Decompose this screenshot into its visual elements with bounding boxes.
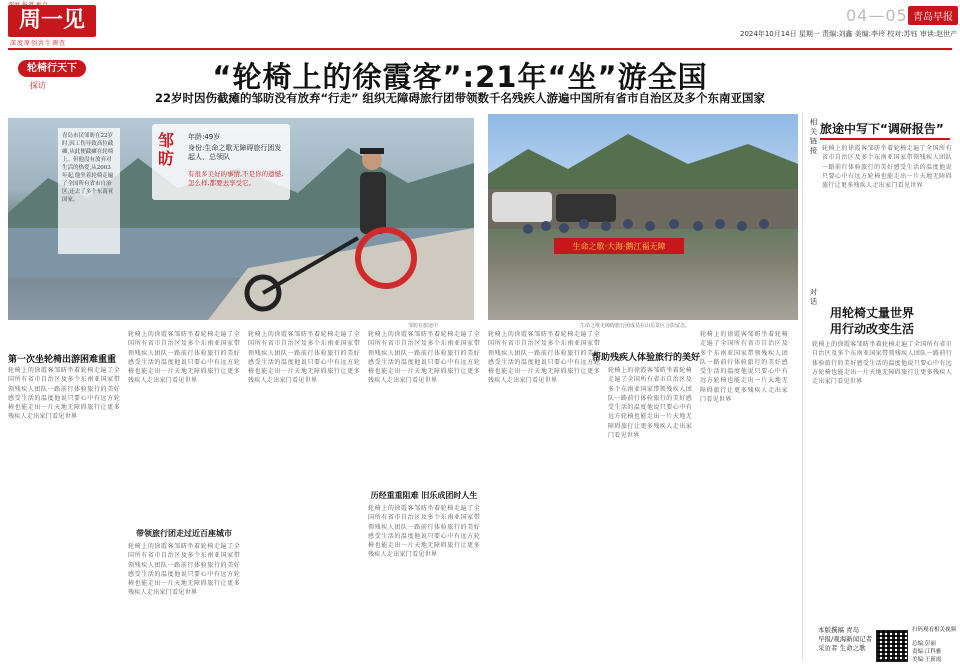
column-subtag: 探访 (30, 81, 46, 90)
photo-group (488, 114, 798, 320)
group-scene (488, 114, 798, 320)
masthead-rule (8, 48, 952, 50)
qr-label: 扫码观看相关视频 (912, 627, 957, 633)
banner-text: 生命之歌·大海·鹅江福无障 (572, 242, 666, 251)
qr-code-icon[interactable] (876, 630, 908, 662)
photo1-caption: 邹昉在旅途中 (408, 323, 439, 329)
subheadline: 22岁时因伤截瘫的邹昉没有放弃“行走” 组织无障碍旅行团带领数千名残疾人游遍中国所有省市自治区及多个东南亚国家 (154, 91, 766, 105)
traveler-figure (360, 148, 386, 234)
section-heading-4: 帮助残疾人体验旅行的美好 (592, 353, 701, 363)
masthead-subtagline: 深度原创共生调查 (10, 40, 67, 47)
photo2-caption: 生命之歌无障碍旅行团成员在山岳景区合影留念。 (580, 323, 691, 329)
body-column-5: 轮椅上的徐霞客邹昉坐着轮椅走遍了全国所有省市自治区及多个东南亚国家带领残疾人团队一路前行体验旅行的美好感受生活的温度他说只要心中有远方轮椅也能走出一片天地无障碍旅行让更多残疾人走出家门看见世界 (488, 331, 600, 385)
section-heading-3: 历经重重阻难 旧乐成团时人生 (370, 491, 478, 500)
body-column-7: 轮椅上的徐霞客邹昉坐着轮椅走遍了全国所有省市自治区及多个东南亚国家带领残疾人团队一路前行体验旅行的美好感受生活的温度他说只要心中有远方轮椅也能走出一片天地无障碍旅行让更多残疾人走出家门看见世界 (700, 331, 788, 404)
body-column-1: 轮椅上的徐霞客邹昉坐着轮椅走遍了全国所有省市自治区及多个东南亚国家带领残疾人团队一路前行体验旅行的美好感受生活的温度他说只要心中有远方轮椅也能走出一片天地无障碍旅行让更多残疾人走出家门看见世界 (8, 367, 120, 421)
profile-card (152, 124, 290, 200)
body-column-6: 轮椅上的徐霞客邹昉坐着轮椅走遍了全国所有省市自治区及多个东南亚国家带领残疾人团队一路前行体验旅行的美好感受生活的温度他说只要心中有远方轮椅也能走出一片天地无障碍旅行让更多残疾人走出家门看见世界 (608, 367, 692, 440)
profile-identity: 身份:生命之歌无障碍旅行团发起人、总领队 (188, 144, 282, 161)
body-column-2: 轮椅上的徐霞客邹昉坐着轮椅走遍了全国所有省市自治区及多个东南亚国家带领残疾人团队一路前行体验旅行的美好感受生活的温度他说只要心中有远方轮椅也能走出一片天地无障碍旅行让更多残疾人走出家门看见世界 (128, 331, 240, 385)
dialog-title-line1: 用轮椅丈量世界 (830, 306, 915, 320)
footer-credit-3: 采访者 生命之歌 (818, 644, 866, 652)
masthead-logo: 周一见 (8, 5, 96, 37)
sidebar-body: 轮椅上的徐霞客邹昉坐着轮椅走遍了全国所有省市自治区及多个东南亚国家带领残疾人团队一路前行体验旅行的美好感受生活的温度他说只要心中有远方轮椅也能走出一片天地无障碍旅行让更多残疾人走出家门看见世界 (822, 145, 952, 190)
section-heading-1: 第一次坐轮椅出游困难重重 (8, 355, 117, 365)
dialog-label: 对话 (809, 288, 818, 307)
profile-name: 邹昉 (158, 131, 175, 168)
article-body (8, 330, 788, 666)
sidebar-section-label: 相关链接 (809, 118, 818, 156)
footer-editors: 总编:彭丽 责编:江科雅 美编:王新霞 (912, 641, 942, 663)
body-column-2b: 轮椅上的徐霞客邹昉坐着轮椅走遍了全国所有省市自治区及多个东南亚国家带领残疾人团队一路前行体验旅行的美好感受生活的温度他说只要心中有远方轮椅也能走出一片天地无障碍旅行让更多残疾人走出家门看见世界 (128, 543, 240, 597)
photo-intro-text: 青岛市民邹昉在22岁时,因工伤导致高位截瘫,从此便截瘫在轮椅上。但他没有放弃对生活的热爱,从2003年起,他坐着轮椅走遍了全国所有省市自治区,还去了多个东南亚国家。 (58, 128, 120, 254)
footer-credit-2: 早报/观海新闻记者 (818, 635, 873, 643)
body-column-4b: 轮椅上的徐霞客邹昉坐着轮椅走遍了全国所有省市自治区及多个东南亚国家带领残疾人团队一路前行体验旅行的美好感受生活的温度他说只要心中有远方轮椅也能走出一片天地无障碍旅行让更多残疾人走出家门看见世界 (368, 505, 480, 559)
sidebar-title: 旅途中写下“调研报告” (820, 122, 944, 136)
page-numbers: 04—05 (846, 6, 908, 25)
body-column-3: 轮椅上的徐霞客邹昉坐着轮椅走遍了全国所有省市自治区及多个东南亚国家带领残疾人团队一路前行体验旅行的美好感受生活的温度他说只要心中有远方轮椅也能走出一片天地无障碍旅行让更多残疾人走出家门看见世界 (248, 331, 360, 385)
column-tag: 轮椅行天下 (18, 60, 86, 77)
profile-age: 年龄:49岁 (188, 133, 221, 141)
profile-quote: 有很多美好的事情,不是你的遗憾,怎么样,都要去享受它。 (188, 170, 284, 187)
footer-credit-1: 本版撰稿 青岛 (818, 626, 860, 634)
paper-name-badge: 青岛早报 (908, 6, 958, 25)
dialog-title-line2: 用行动改变生活 (830, 322, 915, 336)
body-column-4: 轮椅上的徐霞客邹昉坐着轮椅走遍了全国所有省市自治区及多个东南亚国家带领残疾人团队一路前行体验旅行的美好感受生活的温度他说只要心中有远方轮椅也能走出一片天地无障碍旅行让更多残疾人走出家门看见世界 (368, 331, 480, 385)
sidebar-rule (820, 138, 950, 140)
headline: “轮椅上的徐霞客”:21年“坐”游全国 (212, 60, 708, 94)
dateline: 2024年10月14日 星期一 责编:刘鑫 美编:李玲 校对:苏钰 审读:赵世产 (740, 30, 958, 38)
dialog-body: 轮椅上的徐霞客邹昉坐着轮椅走遍了全国所有省市自治区及多个东南亚国家带领残疾人团队一路前行体验旅行的美好感受生活的温度他说只要心中有远方轮椅也能走出一片天地无障碍旅行让更多残疾人走出家门看见世界 (812, 341, 952, 386)
sidebar-divider (802, 112, 803, 662)
section-heading-2: 带领旅行团走过近百座城市 (136, 529, 232, 538)
